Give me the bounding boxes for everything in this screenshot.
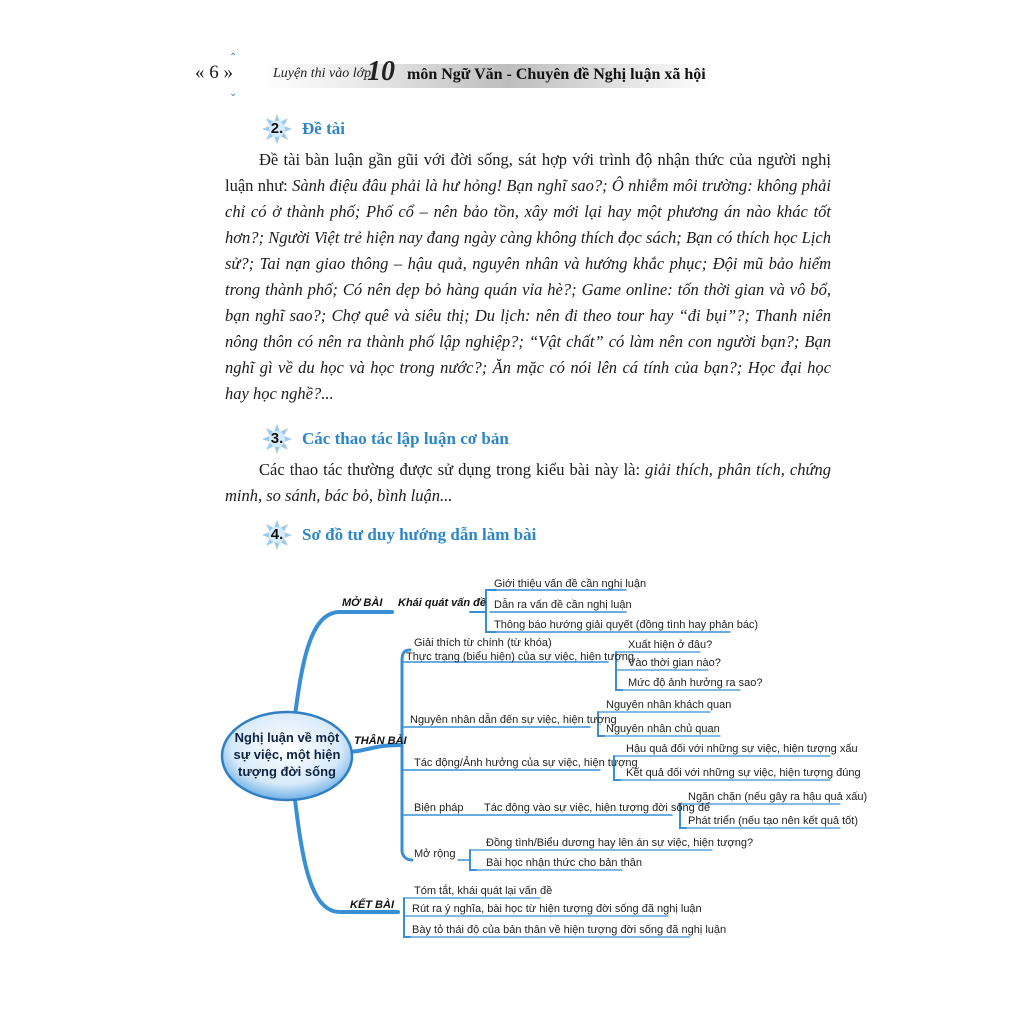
nguyen-nhan: Nguyên nhân dẫn đến sự việc, hiện tượng — [410, 714, 617, 726]
tac-dong: Tác động/Ảnh hưởng của sự việc, hiện tượng — [414, 757, 638, 769]
thuc-trang-item: Vào thời gian nào? — [628, 657, 721, 669]
than-bai-label: THÂN BÀI — [354, 735, 407, 747]
down-chevron-icon: ⌄ — [229, 88, 238, 99]
header-title-part2: môn Ngữ Văn - Chuyên đề Nghị luận xã hội — [407, 66, 706, 83]
bien-phap-item: Ngăn chặn (nếu gây ra hậu quả xấu) — [688, 791, 868, 803]
nguyen-nhan-item: Nguyên nhân khách quan — [606, 699, 732, 711]
section-title-4: Sơ đồ tư duy hướng dẫn làm bài — [302, 525, 537, 544]
ket-bai-item: Tóm tắt, khái quát lại vấn đề — [414, 885, 553, 897]
bien-phap: Biện pháp — [414, 802, 464, 814]
mo-bai-label: MỞ BÀI — [342, 597, 383, 609]
mo-bai-sub: Khái quát vấn đề — [398, 597, 487, 609]
nguyen-nhan-item: Nguyên nhân chủ quan — [606, 723, 720, 735]
header-title-part1: Luyện thi vào lớp — [273, 66, 372, 81]
mo-rong-item: Đồng tình/Biểu dương hay lên án sự việc, hiện tượng? — [486, 837, 754, 849]
starburst-badge-icon: 4. — [262, 520, 292, 550]
tac-dong-item: Kết quả đối với những sự việc, hiện tượng đúng — [626, 767, 861, 779]
bien-phap-sub: Tác động vào sự việc, hiện tượng đời sống để — [484, 802, 711, 814]
mo-bai-item: Giới thiệu vấn đề cần nghị luận — [494, 578, 647, 590]
page-number: « 6 » — [195, 62, 233, 83]
header-grade: 10 — [367, 56, 395, 87]
section2-intro: Đề tài bàn luận gần gũi với đời sống, sát hợp với trình độ nhận thức của người nghị luận như: — [225, 150, 831, 195]
mo-bai-item: Dẫn ra vấn đề cần nghị luận — [494, 599, 632, 611]
ket-bai-item: Bày tỏ thái độ của bản thân về hiện tượng đời sống đã nghị luận — [412, 924, 727, 936]
center-line-3: tượng đời sống — [238, 764, 336, 779]
bien-phap-item: Phát triển (nếu tạo nên kết quả tốt) — [688, 815, 859, 827]
section-title-3: Các thao tác lập luận cơ bản — [302, 429, 509, 448]
thuc-trang-item: Mức độ ảnh hưởng ra sao? — [628, 677, 763, 689]
starburst-badge-icon: 3. — [262, 424, 292, 454]
giai-thich: Giải thích từ chính (từ khóa) — [414, 637, 552, 649]
section2-examples: Sành điệu đâu phải là hư hỏng! Bạn nghĩ sao?; Ô nhiễm môi trường: không phải chỉ có ở thành phố; Phố cổ – nên bảo tồn, xây mới lại hay một phương án nào khác tốt hơn?; Người Việt trẻ hiện nay đang ngày càng không thích đọc sách; Bạn có thích học Lịch sử?; Tai nạn giao thông – hậu quả, nguyên nhân và hướng khắc phục; Đội mũ bảo hiểm trong thành phố; Có nên dẹp bỏ hàng quán vỉa hè?; Game online: tốn thời gian và vô bổ, bạn nghĩ sao?; Chợ quê và siêu thị; Du lịch: nên đi theo tour hay “đi bụi”?; Thanh niên nông thôn có nên ra thành phố lập nghiệp?; “Vật chất” có làm nên con người bạn?; Bạn nghĩ gì về du học và học trong nước?; Ăn mặc có nói lên cá tính của bạn?; Học đại học hay học nghề?... — [225, 176, 831, 403]
mo-rong-item: Bài học nhận thức cho bản thân — [486, 857, 642, 869]
ket-bai-item: Rút ra ý nghĩa, bài học từ hiện tượng đời sống đã nghị luận — [412, 903, 702, 915]
thuc-trang-item: Xuất hiện ở đâu? — [628, 639, 713, 651]
mo-rong: Mở rộng — [414, 848, 456, 860]
starburst-badge-icon: 2. — [262, 114, 292, 144]
center-line-2: sự việc, một hiện — [233, 747, 341, 762]
center-line-1: Nghị luận về một — [234, 730, 340, 745]
thuc-trang: Thực trạng (biểu hiện) của sự việc, hiện tượng — [406, 651, 635, 663]
tac-dong-item: Hậu quả đối với những sự việc, hiện tượng xấu — [626, 743, 858, 755]
section-title-2: Đề tài — [302, 119, 345, 138]
mo-bai-item: Thông báo hướng giải quyết (đồng tình hay phản bác) — [494, 619, 759, 631]
section3-ops: giải thích, phân tích, chứng minh, so sánh, bác bỏ, bình luận... — [225, 460, 831, 505]
up-chevron-icon: ⌃ — [229, 52, 238, 63]
section3-intro: Các thao tác thường được sử dụng trong kiểu bài này là: — [259, 460, 646, 479]
ket-bai-label: KẾT BÀI — [350, 899, 394, 911]
